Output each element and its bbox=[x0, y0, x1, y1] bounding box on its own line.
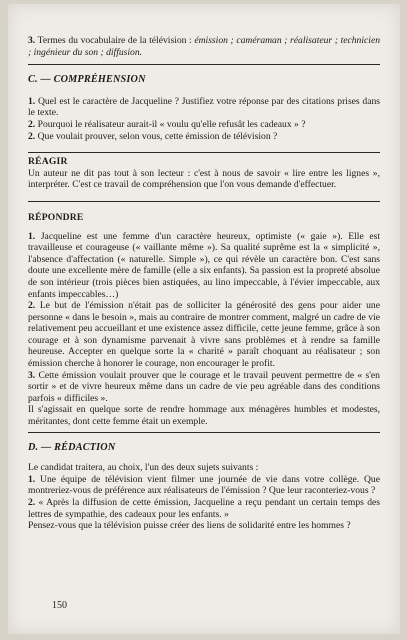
repondre-title: RÉPONDRE bbox=[28, 211, 84, 223]
item-number: 2. bbox=[28, 300, 36, 312]
reagir-title: RÉAGIR bbox=[28, 156, 68, 168]
redaction-item bbox=[28, 474, 380, 497]
book-page bbox=[8, 4, 400, 634]
item-number: 2. bbox=[28, 130, 36, 142]
reagir-text: Un auteur ne dit pas tout à son lecteur : c'est à nous de savoir « lire entre les lignes », interpréter. C'est ce travail de compréhension que l'on vous demande d'effectuer. bbox=[28, 167, 380, 191]
redaction-item bbox=[28, 497, 380, 520]
item-text: Cette émission voulait prouver que le courage et le travail peuvent permettre de « s'en sortir » et de vivre heureux même dans un cadre de vie peu agréable dans des conditions parfois « difficiles ». bbox=[28, 369, 380, 404]
page-number: 150 bbox=[52, 600, 67, 611]
vocab-item-terms: émission ; caméraman ; réalisateur ; technicien ; ingénieur du son ; diffusion. bbox=[28, 35, 381, 58]
repondre-item bbox=[28, 370, 380, 405]
item-text: Jacqueline est une femme d'un caractère heureux, optimiste (« gaie »). Elle est travailleuse et courageuse (« vaillante même »). Sa qualité suprême est la « simplicité », l'absence d'affectation (« naturelle. Simple »), ce qui révèle un caractère bon. C'est sans doute une excellente mère de famille (elle a six enfants). Sa passion est la propreté absolue de son intérieur (trois pièces bien astiquées, au lino impeccable, à l'évier impeccable, aux enfants impeccables…) bbox=[28, 230, 380, 300]
divider bbox=[28, 64, 380, 65]
divider bbox=[28, 432, 380, 433]
comprehension-list bbox=[28, 96, 380, 142]
repondre-item bbox=[28, 300, 380, 370]
item-number: 3. bbox=[28, 369, 36, 381]
reagir-box bbox=[28, 156, 380, 191]
item-number: 2. bbox=[28, 497, 36, 508]
vocab-item-number: 3. bbox=[28, 35, 36, 46]
redaction-intro: Le candidat traitera, au choix, l'un des deux sujets suivants : bbox=[28, 462, 259, 474]
vocab-item bbox=[28, 35, 380, 58]
section-title-redaction: D. — RÉDACTION bbox=[28, 441, 116, 453]
divider bbox=[28, 201, 380, 202]
item-text: Le but de l'émission n'était pas de solliciter la générosité des gens pour aider une personne « dans le besoin », mais au contraire de montrer comment, malgré un cadre de vie relativement peu accueillant et une existence assez difficile, cette jeune femme, grâce à son courage et à son dynamisme parvenait à vivre sans problèmes et à rendre sa famille heureuse. Accepter en quelque sorte la « charité » paraît choquant au réalisateur ; son émission cherche à honorer le courage, non encourager le profit. bbox=[28, 300, 380, 370]
comprehension-item bbox=[28, 131, 380, 143]
repondre-box bbox=[28, 212, 380, 428]
item-text: « Après la diffusion de cette émission, Jacqueline a reçu pendant un certain temps des lettres de sympathie, des cadeaux pour les enfants. » bbox=[28, 497, 380, 520]
redaction-closing: Pensez-vous que la télévision puisse créer des liens de solidarité entre les hommes ? bbox=[28, 520, 351, 532]
section-title-comprehension: C. — COMPRÉHENSION bbox=[28, 74, 146, 86]
item-text: Pourquoi le réalisateur aurait-il « voulu qu'elle refusât les cadeaux » ? bbox=[37, 118, 306, 130]
comprehension-item bbox=[28, 96, 380, 119]
vocab-item-text: Termes du vocabulaire de la télévision : bbox=[37, 35, 192, 46]
item-number: 1. bbox=[28, 230, 36, 242]
comprehension-item bbox=[28, 119, 380, 131]
item-text: Une équipe de télévision vient filmer une journée de vie dans votre collège. Que montreriez-vous de préférence aux réalisateurs de l'émission ? Que leur raconteriez-vous ? bbox=[28, 473, 380, 497]
repondre-item bbox=[28, 231, 380, 301]
item-number: 1. bbox=[28, 95, 36, 107]
item-number: 1. bbox=[28, 473, 36, 485]
repondre-closing: Il s'agissait en quelque sorte de rendre hommage aux ménagères humbles et modestes, méritantes, dont cette femme était un exemple. bbox=[28, 404, 380, 428]
item-number: 2. bbox=[28, 118, 36, 130]
divider bbox=[28, 152, 380, 153]
item-text: Que voulait prouver, selon vous, cette émission de télévision ? bbox=[37, 130, 278, 142]
item-text: Quel est le caractère de Jacqueline ? Justifiez votre réponse par des citations prises dans le texte. bbox=[28, 95, 380, 119]
page-content bbox=[28, 18, 380, 532]
